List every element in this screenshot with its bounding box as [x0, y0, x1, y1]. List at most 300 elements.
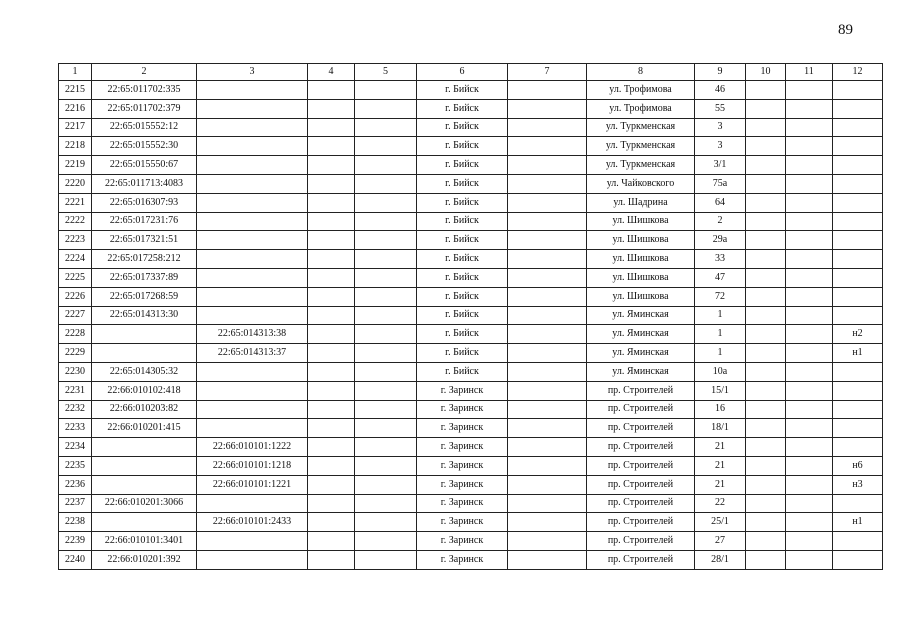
table-cell-col-10 [746, 494, 786, 513]
table-cell-col-2: 22:65:017337:89 [92, 268, 197, 287]
table-cell-col-8: пр. Строителей [587, 550, 695, 569]
table-cell-col-1: 2224 [59, 250, 92, 269]
table-row [59, 268, 883, 287]
table-cell-col-5 [355, 362, 417, 381]
table-cell-col-1: 2226 [59, 287, 92, 306]
table-cell-col-8: пр. Строителей [587, 400, 695, 419]
table-cell-col-4 [308, 532, 355, 551]
table-cell-col-3 [197, 419, 308, 438]
table-cell-col-10 [746, 419, 786, 438]
column-header-4: 4 [308, 64, 355, 81]
table-cell-col-8: ул. Шишкова [587, 268, 695, 287]
table-row [59, 362, 883, 381]
table-cell-col-4 [308, 193, 355, 212]
table-cell-col-10 [746, 456, 786, 475]
table-cell-col-5 [355, 231, 417, 250]
table-cell-col-11 [786, 419, 833, 438]
table-cell-col-7 [508, 532, 587, 551]
table-cell-col-7 [508, 174, 587, 193]
table-cell-col-2: 22:65:017268:59 [92, 287, 197, 306]
table-cell-col-7 [508, 99, 587, 118]
table-cell-col-4 [308, 156, 355, 175]
table-cell-col-1: 2232 [59, 400, 92, 419]
table-cell-col-8: ул. Шадрина [587, 193, 695, 212]
table-cell-col-1: 2223 [59, 231, 92, 250]
table-cell-col-4 [308, 419, 355, 438]
column-header-8: 8 [587, 64, 695, 81]
table-cell-col-4 [308, 438, 355, 457]
table-cell-col-10 [746, 81, 786, 100]
table-cell-col-11 [786, 456, 833, 475]
table-cell-col-8: ул. Шишкова [587, 212, 695, 231]
table-cell-col-6: г. Заринск [417, 381, 508, 400]
table-cell-col-11 [786, 118, 833, 137]
table-cell-col-1: 2220 [59, 174, 92, 193]
table-cell-col-9: 1 [695, 325, 746, 344]
table-cell-col-2: 22:65:017258:212 [92, 250, 197, 269]
table-cell-col-3 [197, 268, 308, 287]
table-cell-col-10 [746, 344, 786, 363]
table-cell-col-5 [355, 381, 417, 400]
table-row [59, 81, 883, 100]
table-cell-col-4 [308, 344, 355, 363]
table-cell-col-5 [355, 475, 417, 494]
table-cell-col-3 [197, 137, 308, 156]
table-cell-col-7 [508, 268, 587, 287]
table-cell-col-3: 22:65:014313:38 [197, 325, 308, 344]
table-cell-col-7 [508, 475, 587, 494]
table-row [59, 99, 883, 118]
table-cell-col-4 [308, 381, 355, 400]
table-cell-col-2: 22:65:017231:76 [92, 212, 197, 231]
table-cell-col-10 [746, 118, 786, 137]
table-cell-col-11 [786, 532, 833, 551]
table-row [59, 325, 883, 344]
table-cell-col-9: 10а [695, 362, 746, 381]
table-cell-col-9: 55 [695, 99, 746, 118]
table-cell-col-5 [355, 250, 417, 269]
table-cell-col-5 [355, 212, 417, 231]
table-cell-col-2: 22:66:010201:392 [92, 550, 197, 569]
table-cell-col-12: н1 [833, 344, 883, 363]
table-cell-col-9: 15/1 [695, 381, 746, 400]
table-cell-col-2 [92, 475, 197, 494]
table-cell-col-8: ул. Трофимова [587, 99, 695, 118]
table-cell-col-12 [833, 550, 883, 569]
table-cell-col-8: пр. Строителей [587, 419, 695, 438]
table-cell-col-11 [786, 513, 833, 532]
table-cell-col-3 [197, 532, 308, 551]
table-cell-col-7 [508, 250, 587, 269]
table-cell-col-12 [833, 174, 883, 193]
table-cell-col-10 [746, 99, 786, 118]
table-cell-col-9: 1 [695, 306, 746, 325]
table-cell-col-5 [355, 513, 417, 532]
table-cell-col-12 [833, 400, 883, 419]
table-cell-col-10 [746, 212, 786, 231]
table-cell-col-10 [746, 381, 786, 400]
table-row [59, 231, 883, 250]
table-cell-col-9: 64 [695, 193, 746, 212]
table-cell-col-9: 21 [695, 475, 746, 494]
table-cell-col-1: 2229 [59, 344, 92, 363]
table-cell-col-4 [308, 137, 355, 156]
table-cell-col-8: ул. Шишкова [587, 231, 695, 250]
table-cell-col-4 [308, 287, 355, 306]
table-cell-col-5 [355, 400, 417, 419]
table-cell-col-6: г. Бийск [417, 99, 508, 118]
table-cell-col-8: ул. Туркменская [587, 156, 695, 175]
table-row [59, 513, 883, 532]
table-cell-col-7 [508, 438, 587, 457]
table-cell-col-11 [786, 381, 833, 400]
table-cell-col-7 [508, 212, 587, 231]
table-cell-col-10 [746, 550, 786, 569]
table-cell-col-5 [355, 456, 417, 475]
table-cell-col-1: 2231 [59, 381, 92, 400]
table-cell-col-5 [355, 532, 417, 551]
table-cell-col-4 [308, 456, 355, 475]
table-cell-col-3 [197, 287, 308, 306]
table-cell-col-12: н6 [833, 456, 883, 475]
table-cell-col-6: г. Бийск [417, 81, 508, 100]
table-cell-col-2: 22:65:011702:335 [92, 81, 197, 100]
table-row [59, 475, 883, 494]
table-cell-col-5 [355, 99, 417, 118]
table-cell-col-1: 2235 [59, 456, 92, 475]
table-cell-col-11 [786, 494, 833, 513]
table-cell-col-7 [508, 381, 587, 400]
table-cell-col-6: г. Бийск [417, 306, 508, 325]
table-cell-col-7 [508, 550, 587, 569]
table-cell-col-12 [833, 306, 883, 325]
table-row [59, 344, 883, 363]
table-cell-col-8: пр. Строителей [587, 456, 695, 475]
table-cell-col-10 [746, 400, 786, 419]
table-cell-col-12 [833, 532, 883, 551]
table-cell-col-2: 22:65:015552:30 [92, 137, 197, 156]
table-cell-col-12 [833, 494, 883, 513]
table-cell-col-1: 2215 [59, 81, 92, 100]
table-cell-col-6: г. Бийск [417, 231, 508, 250]
table-cell-col-3: 22:66:010101:2433 [197, 513, 308, 532]
table-cell-col-5 [355, 156, 417, 175]
table-cell-col-3 [197, 306, 308, 325]
table-cell-col-9: 47 [695, 268, 746, 287]
table-cell-col-4 [308, 118, 355, 137]
table-cell-col-12 [833, 362, 883, 381]
table-cell-col-4 [308, 494, 355, 513]
table-cell-col-1: 2221 [59, 193, 92, 212]
table-cell-col-5 [355, 137, 417, 156]
table-cell-col-6: г. Бийск [417, 174, 508, 193]
table-cell-col-2: 22:65:016307:93 [92, 193, 197, 212]
table-cell-col-3 [197, 193, 308, 212]
table-cell-col-2: 22:65:017321:51 [92, 231, 197, 250]
table-cell-col-11 [786, 287, 833, 306]
table-cell-col-7 [508, 231, 587, 250]
table-cell-col-3 [197, 231, 308, 250]
table-cell-col-3: 22:66:010101:1218 [197, 456, 308, 475]
table-cell-col-2: 22:66:010201:3066 [92, 494, 197, 513]
table-cell-col-10 [746, 268, 786, 287]
table-cell-col-9: 75а [695, 174, 746, 193]
table-cell-col-10 [746, 137, 786, 156]
table-cell-col-1: 2237 [59, 494, 92, 513]
table-cell-col-8: ул. Туркменская [587, 137, 695, 156]
table-cell-col-2 [92, 456, 197, 475]
table-cell-col-10 [746, 193, 786, 212]
table-row [59, 118, 883, 137]
table-cell-col-3 [197, 156, 308, 175]
table-cell-col-7 [508, 513, 587, 532]
table-cell-col-10 [746, 475, 786, 494]
table-cell-col-5 [355, 325, 417, 344]
table-cell-col-6: г. Заринск [417, 475, 508, 494]
table-cell-col-2 [92, 513, 197, 532]
table-row [59, 550, 883, 569]
table-cell-col-12: н2 [833, 325, 883, 344]
table-cell-col-11 [786, 81, 833, 100]
table-cell-col-12 [833, 193, 883, 212]
table-cell-col-2: 22:65:011702:379 [92, 99, 197, 118]
table-cell-col-1: 2217 [59, 118, 92, 137]
table-cell-col-10 [746, 156, 786, 175]
table-row [59, 137, 883, 156]
table-cell-col-9: 2 [695, 212, 746, 231]
table-cell-col-6: г. Заринск [417, 400, 508, 419]
column-header-12: 12 [833, 64, 883, 81]
table-cell-col-6: г. Бийск [417, 344, 508, 363]
table-cell-col-5 [355, 344, 417, 363]
table-cell-col-10 [746, 438, 786, 457]
table-cell-col-12 [833, 99, 883, 118]
table-cell-col-11 [786, 344, 833, 363]
table-cell-col-11 [786, 231, 833, 250]
table-cell-col-2: 22:65:015552:12 [92, 118, 197, 137]
table-cell-col-8: ул. Яминская [587, 344, 695, 363]
table-cell-col-4 [308, 81, 355, 100]
table-cell-col-3 [197, 381, 308, 400]
table-cell-col-9: 27 [695, 532, 746, 551]
table-cell-col-7 [508, 81, 587, 100]
table-cell-col-1: 2233 [59, 419, 92, 438]
table-cell-col-8: пр. Строителей [587, 494, 695, 513]
table-cell-col-11 [786, 212, 833, 231]
table-cell-col-1: 2225 [59, 268, 92, 287]
page-number: 89 [838, 22, 853, 38]
table-cell-col-2 [92, 325, 197, 344]
table-cell-col-10 [746, 231, 786, 250]
table-cell-col-9: 25/1 [695, 513, 746, 532]
table-cell-col-5 [355, 550, 417, 569]
table-cell-col-6: г. Бийск [417, 118, 508, 137]
table-cell-col-7 [508, 325, 587, 344]
table-row [59, 193, 883, 212]
table-cell-col-1: 2234 [59, 438, 92, 457]
table-cell-col-9: 72 [695, 287, 746, 306]
table-cell-col-8: ул. Яминская [587, 325, 695, 344]
table-cell-col-4 [308, 174, 355, 193]
table-cell-col-7 [508, 362, 587, 381]
table-cell-col-8: пр. Строителей [587, 532, 695, 551]
table-cell-col-3 [197, 81, 308, 100]
table-cell-col-12 [833, 287, 883, 306]
table-cell-col-11 [786, 325, 833, 344]
table-cell-col-1: 2222 [59, 212, 92, 231]
table-row [59, 306, 883, 325]
table-cell-col-3 [197, 99, 308, 118]
table-cell-col-4 [308, 400, 355, 419]
table-cell-col-6: г. Заринск [417, 550, 508, 569]
column-header-11: 11 [786, 64, 833, 81]
column-header-10: 10 [746, 64, 786, 81]
table-cell-col-11 [786, 99, 833, 118]
table-cell-col-9: 3/1 [695, 156, 746, 175]
table-cell-col-9: 29а [695, 231, 746, 250]
table-cell-col-6: г. Бийск [417, 325, 508, 344]
table-cell-col-4 [308, 306, 355, 325]
table-cell-col-6: г. Бийск [417, 362, 508, 381]
table-cell-col-6: г. Заринск [417, 513, 508, 532]
table-cell-col-12 [833, 156, 883, 175]
table-body [59, 81, 883, 570]
table-cell-col-12 [833, 231, 883, 250]
table-row [59, 419, 883, 438]
table-cell-col-6: г. Заринск [417, 419, 508, 438]
table-cell-col-2: 22:66:010203:82 [92, 400, 197, 419]
table-cell-col-6: г. Бийск [417, 268, 508, 287]
table-cell-col-5 [355, 81, 417, 100]
header-row [59, 64, 883, 81]
table-cell-col-9: 46 [695, 81, 746, 100]
table-cell-col-11 [786, 438, 833, 457]
table-row [59, 287, 883, 306]
table-cell-col-10 [746, 362, 786, 381]
table-cell-col-6: г. Заринск [417, 532, 508, 551]
table-cell-col-1: 2218 [59, 137, 92, 156]
table-cell-col-2 [92, 344, 197, 363]
table-cell-col-1: 2240 [59, 550, 92, 569]
table-cell-col-12 [833, 118, 883, 137]
table-cell-col-3 [197, 400, 308, 419]
table-cell-col-4 [308, 550, 355, 569]
table-cell-col-9: 3 [695, 118, 746, 137]
table-cell-col-9: 28/1 [695, 550, 746, 569]
table-cell-col-3: 22:65:014313:37 [197, 344, 308, 363]
column-header-3: 3 [197, 64, 308, 81]
table-cell-col-3 [197, 250, 308, 269]
table-cell-col-7 [508, 137, 587, 156]
table-cell-col-1: 2228 [59, 325, 92, 344]
table-cell-col-2: 22:66:010102:418 [92, 381, 197, 400]
table-cell-col-6: г. Бийск [417, 250, 508, 269]
table-row [59, 400, 883, 419]
table-row [59, 250, 883, 269]
table-cell-col-11 [786, 362, 833, 381]
table-cell-col-8: ул. Туркменская [587, 118, 695, 137]
table-cell-col-6: г. Бийск [417, 156, 508, 175]
table-cell-col-11 [786, 250, 833, 269]
table-cell-col-11 [786, 193, 833, 212]
table-cell-col-7 [508, 193, 587, 212]
table-cell-col-4 [308, 268, 355, 287]
table-cell-col-5 [355, 193, 417, 212]
table-cell-col-7 [508, 118, 587, 137]
table-cell-col-12 [833, 419, 883, 438]
table-cell-col-12: н1 [833, 513, 883, 532]
table-cell-col-12 [833, 381, 883, 400]
table-row [59, 381, 883, 400]
table-row [59, 212, 883, 231]
table-cell-col-2: 22:65:014313:30 [92, 306, 197, 325]
table-cell-col-12: н3 [833, 475, 883, 494]
table-cell-col-10 [746, 532, 786, 551]
table-cell-col-2: 22:66:010201:415 [92, 419, 197, 438]
table-cell-col-6: г. Бийск [417, 287, 508, 306]
table-cell-col-4 [308, 250, 355, 269]
table-cell-col-10 [746, 287, 786, 306]
table-cell-col-12 [833, 81, 883, 100]
table-cell-col-4 [308, 325, 355, 344]
table-cell-col-8: ул. Чайковского [587, 174, 695, 193]
table-cell-col-7 [508, 306, 587, 325]
table-cell-col-6: г. Бийск [417, 137, 508, 156]
table-cell-col-10 [746, 306, 786, 325]
table-cell-col-7 [508, 419, 587, 438]
table-cell-col-5 [355, 174, 417, 193]
table-cell-col-3 [197, 494, 308, 513]
table-cell-col-9: 21 [695, 456, 746, 475]
table-cell-col-12 [833, 250, 883, 269]
table-cell-col-6: г. Бийск [417, 212, 508, 231]
table-cell-col-7 [508, 344, 587, 363]
table-cell-col-4 [308, 231, 355, 250]
table-cell-col-1: 2236 [59, 475, 92, 494]
table-cell-col-8: пр. Строителей [587, 475, 695, 494]
table-cell-col-3 [197, 362, 308, 381]
table-cell-col-12 [833, 268, 883, 287]
table-cell-col-8: ул. Шишкова [587, 250, 695, 269]
table-cell-col-9: 18/1 [695, 419, 746, 438]
table-cell-col-11 [786, 137, 833, 156]
table-cell-col-1: 2219 [59, 156, 92, 175]
table-cell-col-9: 3 [695, 137, 746, 156]
table-cell-col-6: г. Заринск [417, 438, 508, 457]
table-cell-col-8: ул. Трофимова [587, 81, 695, 100]
table-cell-col-1: 2227 [59, 306, 92, 325]
table-row [59, 456, 883, 475]
table-cell-col-4 [308, 513, 355, 532]
table-row [59, 174, 883, 193]
table-cell-col-2 [92, 438, 197, 457]
table-cell-col-1: 2238 [59, 513, 92, 532]
table-cell-col-6: г. Бийск [417, 193, 508, 212]
table-cell-col-5 [355, 287, 417, 306]
table-cell-col-3 [197, 212, 308, 231]
table-cell-col-11 [786, 306, 833, 325]
table-cell-col-5 [355, 419, 417, 438]
table-cell-col-4 [308, 99, 355, 118]
table-cell-col-4 [308, 212, 355, 231]
table-cell-col-8: пр. Строителей [587, 381, 695, 400]
table-cell-col-10 [746, 174, 786, 193]
table-cell-col-5 [355, 494, 417, 513]
table-cell-col-2: 22:65:015550:67 [92, 156, 197, 175]
table-cell-col-9: 16 [695, 400, 746, 419]
table-cell-col-3: 22:66:010101:1222 [197, 438, 308, 457]
column-header-1: 1 [59, 64, 92, 81]
